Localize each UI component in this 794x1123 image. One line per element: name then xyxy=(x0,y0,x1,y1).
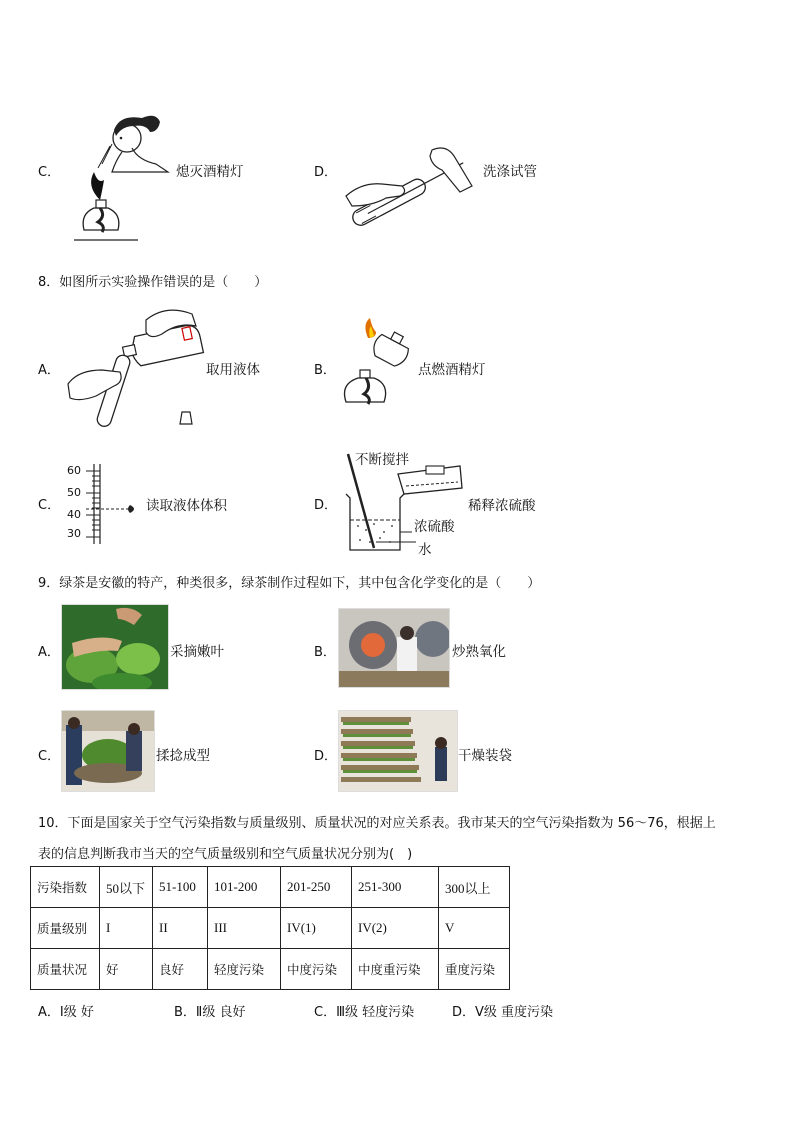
cylinder-tick-label: 50 xyxy=(67,486,81,499)
option-caption: 熄灭酒精灯 xyxy=(176,164,244,180)
q8-stem: 8．如图所示实验操作错误的是（ ） xyxy=(38,275,268,290)
cylinder-tick-label: 30 xyxy=(67,527,81,540)
answer-option-a: A．Ⅰ级 好 xyxy=(38,1005,94,1020)
tea-drying-photo xyxy=(338,710,458,792)
option-caption: 炒熟氧化 xyxy=(452,644,506,660)
table-cell: 251-300 xyxy=(352,867,439,908)
option-letter: B． xyxy=(314,363,336,378)
table-cell: 质量状况 xyxy=(31,949,100,990)
pour-liquid-illustration xyxy=(66,300,208,430)
light-lamp-illustration xyxy=(336,318,416,412)
table-row xyxy=(31,908,510,949)
option-letter: D． xyxy=(314,165,338,180)
table-cell: V xyxy=(439,908,510,949)
table-cell: 中度重污染 xyxy=(352,949,439,990)
option-letter: C． xyxy=(38,165,61,180)
option-caption: 干燥装袋 xyxy=(458,748,512,764)
table-cell: 51-100 xyxy=(153,867,208,908)
table-cell: 重度污染 xyxy=(439,949,510,990)
tea-picking-photo xyxy=(61,604,169,690)
option-letter: C． xyxy=(38,498,61,513)
option-caption: 点燃酒精灯 xyxy=(418,362,486,378)
option-caption: 读取液体体积 xyxy=(146,498,227,514)
cylinder-tick-label: 40 xyxy=(67,508,81,521)
option-caption: 取用液体 xyxy=(206,362,260,378)
option-caption: 稀释浓硫酸 xyxy=(468,498,536,514)
wash-test-tube-illustration xyxy=(342,126,477,228)
answer-option-d: D．Ⅴ级 重度污染 xyxy=(452,1005,554,1020)
table-cell: 201-250 xyxy=(281,867,352,908)
table-cell: 101-200 xyxy=(208,867,281,908)
table-cell: 300以上 xyxy=(439,867,510,908)
q10-stem-line2: 表的信息判断我市当天的空气质量级别和空气质量状况分别为( ) xyxy=(38,847,413,862)
option-caption: 采摘嫩叶 xyxy=(170,644,224,660)
table-cell: 轻度污染 xyxy=(208,949,281,990)
aqi-table xyxy=(30,866,510,990)
option-letter: A． xyxy=(38,645,60,660)
option-letter: A． xyxy=(38,363,60,378)
q9-stem: 9．绿茶是安徽的特产，种类很多，绿茶制作过程如下，其中包含化学变化的是（ ） xyxy=(38,576,541,591)
tea-roasting-photo xyxy=(338,608,450,688)
answer-option-c: C．Ⅲ级 轻度污染 xyxy=(314,1005,415,1020)
option-letter: B． xyxy=(314,645,336,660)
q10-stem-line1: 10．下面是国家关于空气污染指数与质量级别、质量状况的对应关系表。我市某天的空气污染指数为 56～76，根据上 xyxy=(38,816,716,831)
option-letter: D． xyxy=(314,498,338,513)
table-cell: 良好 xyxy=(153,949,208,990)
table-cell: 质量级别 xyxy=(31,908,100,949)
answer-option-b: B．Ⅱ级 良好 xyxy=(174,1005,246,1020)
table-cell: 好 xyxy=(100,949,153,990)
table-row xyxy=(31,949,510,990)
table-cell: IV(2) xyxy=(352,908,439,949)
option-caption: 揉捻成型 xyxy=(156,748,210,764)
table-cell: I xyxy=(100,908,153,949)
tea-rolling-photo xyxy=(61,710,155,792)
stir-label: 不断搅拌 xyxy=(355,452,409,468)
table-cell: IV(1) xyxy=(281,908,352,949)
table-cell: III xyxy=(208,908,281,949)
acid-label: 浓硫酸 xyxy=(414,519,455,535)
water-label: 水 xyxy=(418,542,432,558)
table-cell: 污染指数 xyxy=(31,867,100,908)
table-row xyxy=(31,867,510,908)
option-letter: D． xyxy=(314,749,338,764)
table-cell: II xyxy=(153,908,208,949)
option-caption: 洗涤试管 xyxy=(483,164,537,180)
cylinder-tick-label: 60 xyxy=(67,464,81,477)
option-letter: C． xyxy=(38,749,61,764)
table-cell: 中度污染 xyxy=(281,949,352,990)
table-cell: 50以下 xyxy=(100,867,153,908)
extinguish-lamp-illustration xyxy=(72,108,172,248)
